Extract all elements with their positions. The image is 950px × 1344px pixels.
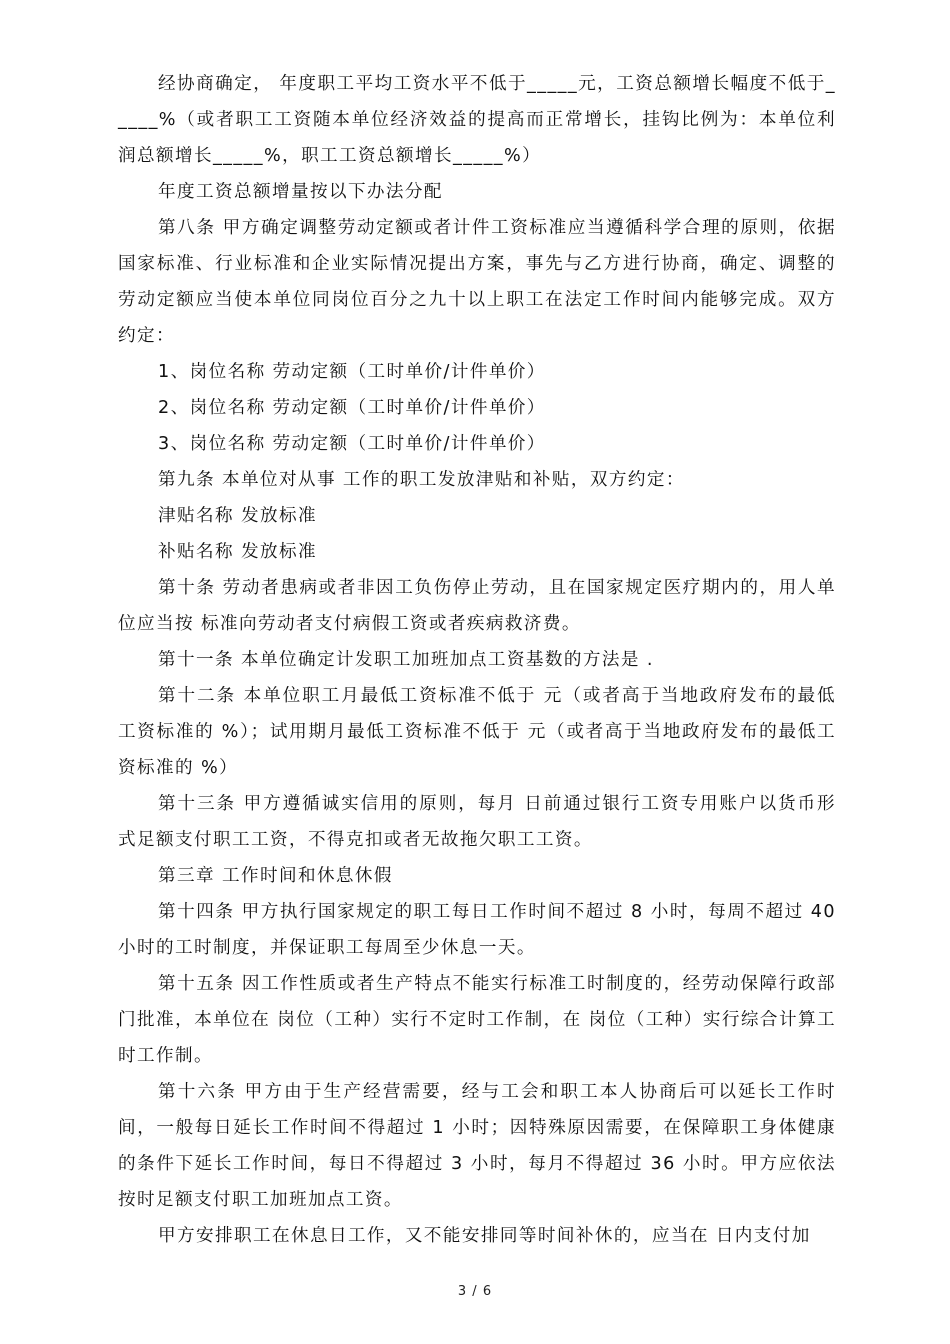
paragraph-article-9: 第九条 本单位对从事 工作的职工发放津贴和补贴，双方约定： [158, 470, 685, 490]
paragraph-post-quota-1: 1、岗位名称 劳动定额（工时单价/计件单价） [158, 362, 546, 382]
paragraph-subsidy: 补贴名称 发放标准 [158, 542, 317, 562]
chapter-heading-working-hours: 第三章 工作时间和休息休假 [158, 866, 393, 886]
paragraph-article-14: 第十四条 甲方执行国家规定的职工每日工作时间不超过 8 小时，每周不超过 40 小时的工时制度，并保证职工每周至少休息一天。 [118, 902, 843, 958]
paragraph-article-10: 第十条 劳动者患病或者非因工负伤停止劳动，且在国家规定医疗期内的，用人单位应当按 标准向劳动者支付病假工资或者疾病救济费。 [118, 578, 836, 634]
page-number: 3 / 6 [457, 1284, 493, 1299]
paragraph-article-11: 第十一条 本单位确定计发职工加班加点工资基数的方法是 . [158, 650, 654, 670]
document-body [118, 66, 843, 1254]
paragraph-wage-increase-allocation: 年度工资总额增量按以下办法分配 [158, 182, 443, 202]
paragraph-rest-day-work: 甲方安排职工在休息日工作，又不能安排同等时间补休的，应当在 日内支付加 [158, 1226, 811, 1246]
paragraph-article-8: 第八条 甲方确定调整劳动定额或者计件工资标准应当遵循科学合理的原则，依据国家标准、行业标准和企业实际情况提出方案，事先与乙方进行协商，确定、调整的劳动定额应当使本单位同岗位百分之九十以上职工在法定工作时间内能够完成。双方约定： [118, 218, 836, 346]
paragraph-post-quota-2: 2、岗位名称 劳动定额（工时单价/计件单价） [158, 398, 546, 418]
paragraph-allowance: 津贴名称 发放标准 [158, 506, 317, 526]
paragraph-article-15: 第十五条 因工作性质或者生产特点不能实行标准工时制度的，经劳动保障行政部门批准，本单位在 岗位（工种）实行不定时工作制，在 岗位（工种）实行综合计算工时工作制。 [118, 974, 836, 1066]
paragraph-article-12: 第十二条 本单位职工月最低工资标准不低于 元（或者高于当地政府发布的最低工资标准的 %）；试用期月最低工资标准不低于 元（或者高于当地政府发布的最低工资标准的 %） [118, 686, 836, 778]
paragraph-article-16: 第十六条 甲方由于生产经营需要，经与工会和职工本人协商后可以延长工作时间，一般每日延长工作时间不得超过 1 小时；因特殊原因需要，在保障职工身体健康的条件下延长工作时间，每日不得超过 3 小时，每月不得超过 36 小时。甲方应依法按时足额支付职工加班加点工资。 [118, 1082, 836, 1210]
paragraph-article-13: 第十三条 甲方遵循诚实信用的原则，每月 日前通过银行工资专用账户以货币形式足额支付职工工资，不得克扣或者无故拖欠职工工资。 [118, 794, 836, 850]
paragraph-wage-level: 经协商确定， 年度职工平均工资水平不低于_____元，工资总额增长幅度不低于_____%（或者职工工资随本单位经济效益的提高而正常增长，挂钩比例为：本单位利润总额增长_____%，职工工资总额增长_____%） [118, 74, 836, 166]
paragraph-post-quota-3: 3、岗位名称 劳动定额（工时单价/计件单价） [158, 434, 546, 454]
